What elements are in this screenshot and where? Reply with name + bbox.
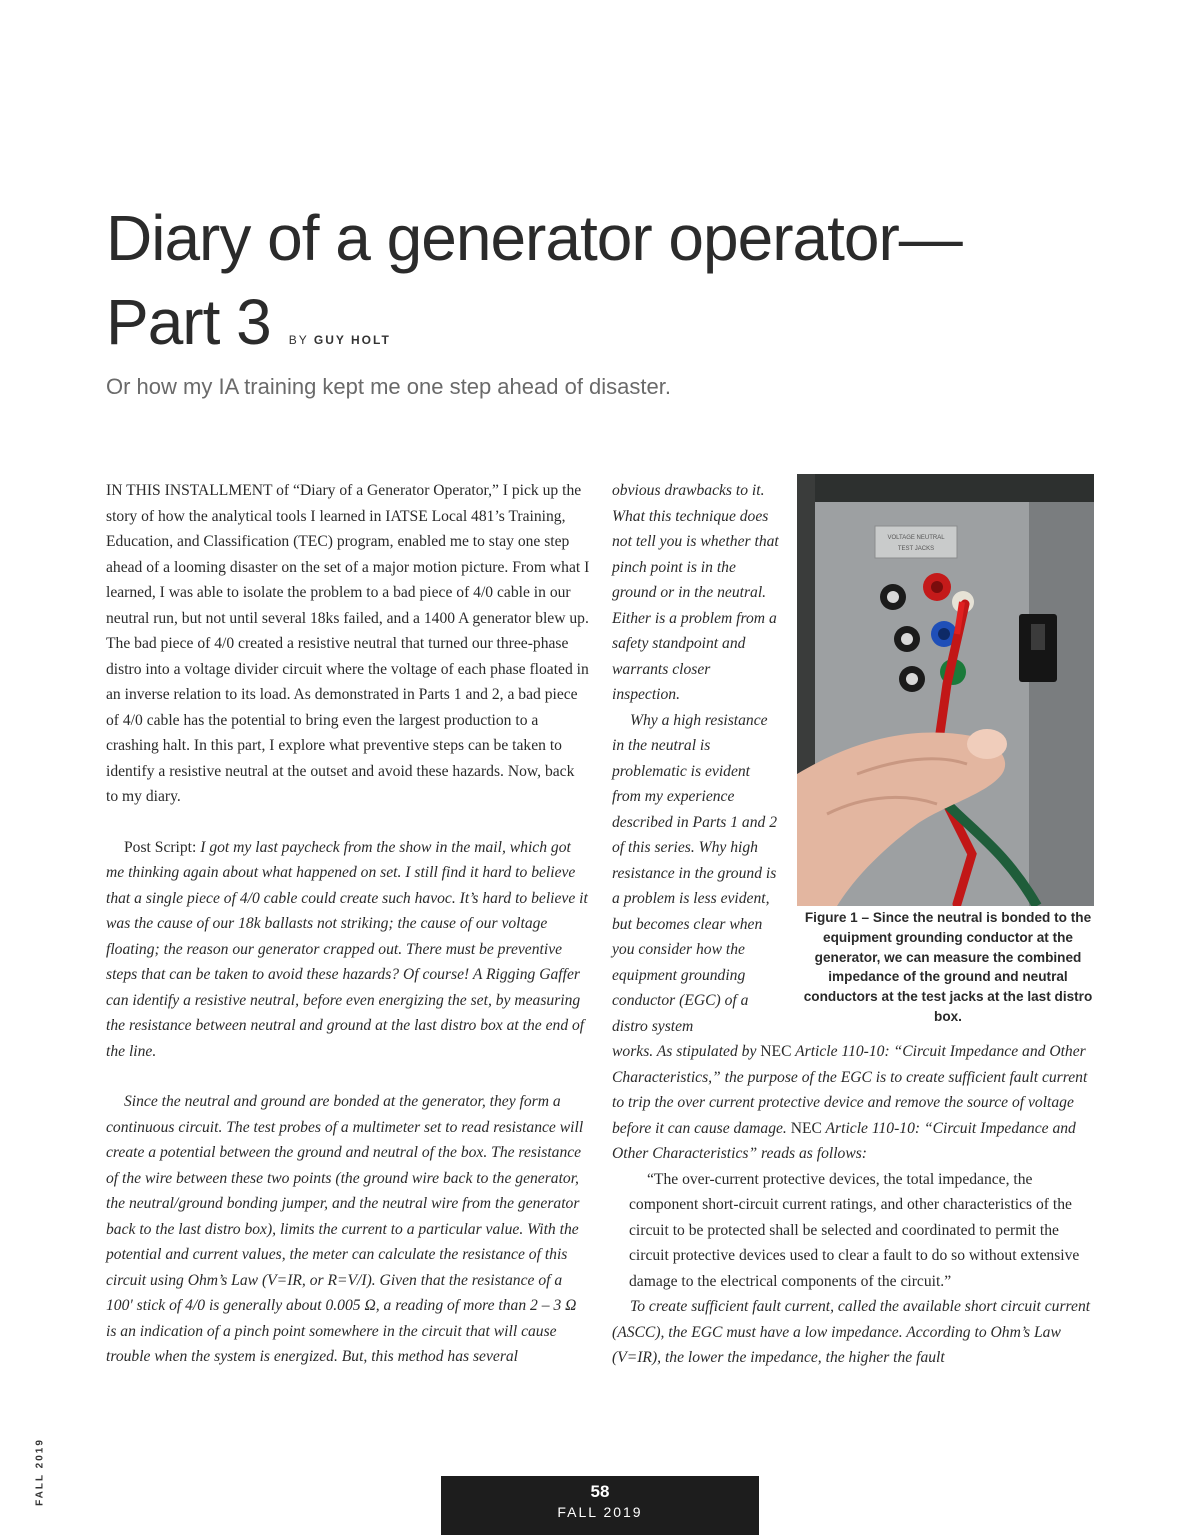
col2-p3-a: works. As stipulated by [612, 1043, 761, 1060]
col2-paragraph-3 [612, 1039, 1100, 1167]
panel-label-plate [875, 526, 957, 558]
title-line-2 [106, 280, 962, 382]
byline-author: GUY HOLT [313, 333, 391, 347]
col2-p3-nec-1: NEC [760, 1043, 792, 1060]
col2-paragraph-2-text: Why a high resistance in the neutral is problematic is evident from my experience described in Parts 1 and 2 of this series. Why high resistance in the ground is a problem is less evident, but becomes clear when you consider how the equipment grounding conductor (EGC) of a distro system [612, 711, 778, 1035]
figure-photo [797, 474, 1094, 906]
article-title [106, 196, 962, 382]
col2-paragraph-1 [612, 478, 780, 708]
nec-quote-text: “The over-current protective devices, the total impedance, the component short-circuit current ratings, and other characteristics of the circuit to be protected shall be selected and coordinated to permit the circuit protective devices used to clear a fault to do so without extensive damage to the electrical components of the circuit.” [629, 1170, 1080, 1290]
byline [289, 333, 391, 347]
side-issue-label: FALL 2019 [34, 1438, 46, 1506]
column-left [106, 478, 590, 1370]
postscript-paragraph [106, 835, 590, 1065]
figure-caption: Figure 1 – Since the neutral is bonded to the equipment grounding conductor at the generator, we can measure the combined impedance of the ground and neutral conductors at the test jacks at the last distro box. [803, 910, 1093, 1024]
svg-text:TEST JACKS: TEST JACKS [897, 546, 935, 552]
footer-issue: FALL 2019 [557, 1504, 643, 1520]
byline-prefix: BY [288, 333, 309, 347]
body-paragraph [106, 1089, 590, 1370]
col2-paragraph-1-text: obvious drawbacks to it. What this technique does not tell you is whether that pinch point is in the ground or in the neutral. Either is a problem from a safety standpoint and warrants closer inspection. [612, 482, 779, 703]
body-paragraph-text: Since the neutral and ground are bonded at the generator, they form a continuous circuit. The test probes of a multimeter set to read resistance will create a potential between the ground and neutral of the box. The resistance of the wire between these two points (the ground wire back to the generator, the neutral/ground bonding jumper, and the neutral wire from the generator back to the last distro box), limits the current to a particular value. With the potential and current values, the meter can calculate the resistance of this circuit using Ohm’s Law (V=IR, or R=V/I). Given that the resistance of a 100' stick of 4/0 is generally about 0.005 Ω, a reading of more than 2 – 3 Ω is an indication of a pinch point somewhere in the circuit that will cause trouble when the system is energized. But, this method has several [106, 1093, 584, 1365]
col2-paragraph-2 [612, 708, 780, 1040]
panel-label-text: VOLTAGE NEUTRAL [887, 535, 945, 541]
intro-paragraph: IN THIS INSTALLMENT of “Diary of a Generator Operator,” I pick up the story of how the analytical tools I learned in IATSE Local 481’s Training, Education, and Classification (TEC) program, enabled me to stay one step ahead of a looming disaster on the set of a major motion picture. From what I learned, I was able to isolate the problem to a bad piece of 4/0 cable in our neutral run, but not until several 18ks failed, and a 1400 A generator blew up. The bad piece of 4/0 created a resistive neutral that turned our three-phase distro into a voltage divider circuit where the voltage of each phase floated in an inverse relation to its load. As demonstrated in Parts 1 and 2, a bad piece of 4/0 cable has the potential to bring even the largest production to a crashing halt. In this part, I explore what preventive steps can be taken to identify a resistive neutral at the outset and avoid these hazards. Now, back to my diary. [106, 482, 590, 805]
page-number: 58 [590, 1482, 610, 1501]
title-part: Part 3 [106, 286, 271, 358]
col2-p3-e: Article 110-10: “Circuit Impedance and Other Characteristics” reads as follows: [612, 1119, 1076, 1162]
article-subtitle: Or how my IA training kept me one step ahead of disaster. [106, 374, 671, 399]
nec-quote [612, 1167, 1096, 1295]
postscript-text: I got my last paycheck from the show in the mail, which got me thinking again about what happened on set. I still find it hard to believe that a single piece of 4/0 cable could create such havoc. It’s hard to believe it was the cause of our 18k ballasts not striking; the cause of our voltage floating; the reason our generator crapped out. There must be preventive steps that can be taken to avoid these hazards? Of course! A Rigging Gaffer can identify a resistive neutral, before even energizing the set, by measuring the resistance between neutral and ground at the last distro box at the end of the line. [106, 838, 588, 1060]
page-footer [441, 1476, 759, 1535]
col2-p3-nec-2: NEC [790, 1119, 822, 1137]
title-line-1: Diary of a generator operator— [106, 202, 962, 274]
col2-p3-c: Article 110-10: “Circuit Impedance and Other Characteristics,” the purpose of the EGC is to create sufficient fault current to trip the over current protective device and remove the source of voltage before it can cause damage. [612, 1043, 1088, 1137]
postscript-label: Post Script: [124, 838, 201, 856]
col2-paragraph-4-text: To create sufficient fault current, called the available short circuit current (ASCC), the EGC must have a low impedance. According to Ohm’s Law (V=IR), the lower the impedance, the higher the fault [612, 1298, 1091, 1366]
col2-paragraph-4 [612, 1294, 1100, 1371]
